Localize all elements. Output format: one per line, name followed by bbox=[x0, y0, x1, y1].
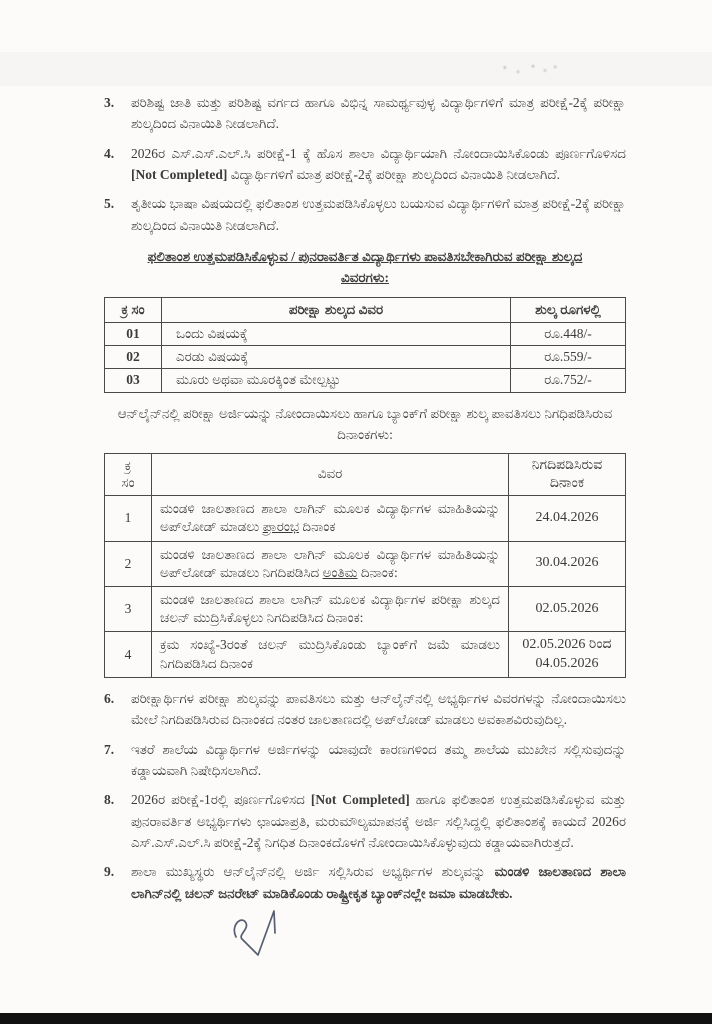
exam-fee-table bbox=[104, 297, 626, 393]
dates-cell-sl: 1 bbox=[105, 496, 152, 541]
scan-edge-black-bar bbox=[0, 1013, 712, 1024]
item-number: 5. bbox=[104, 196, 115, 212]
item-text bbox=[131, 739, 626, 782]
item-number: 8. bbox=[104, 792, 115, 808]
item-text-bold-run: [Not Completed] bbox=[131, 166, 228, 182]
list-item-7 bbox=[104, 739, 626, 782]
dates-detail-run: ದಿನಾಂಕ: bbox=[357, 564, 398, 580]
fee-heading-line2: ವಿವರಗಳು: bbox=[341, 270, 389, 286]
item-text bbox=[131, 861, 626, 904]
item-text-run: ತೃತೀಯ ಭಾಷಾ ವಿಷಯದಲ್ಲಿ ಫಲಿತಾಂಶ ಉತ್ತಮಪಡಿಸಿಕೊಳ್ಳಲು ಬಯಸುವ ವಿದ್ಯಾರ್ಥಿಗಳಿಗೆ ಮಾತ್ರ ಪರೀಕ್ಷೆ-2ಕ್ಕೆ ಪರೀಕ್ಷಾ ಶುಲ್ಕದಿಂದ ವಿನಾಯಿತಿ ನೀಡಲಾಗಿದೆ. bbox=[131, 196, 626, 233]
dates-header-date-line1: ನಿಗದಿಪಡಿಸಿರುವ bbox=[531, 458, 603, 474]
list-item-8 bbox=[104, 789, 626, 853]
item-number: 4. bbox=[104, 145, 115, 161]
dates-detail-run: ಕ್ರಮ ಸಂಖ್ಯೆ-3ರಂತೆ ಚಲನ್ ಮುದ್ರಿಸಿಕೊಂಡು ಬ್ಯಾಂಕ್‌ಗೆ ಜಮೆ ಮಾಡಲು ನಿಗದಿಪಡಿಸಿದ ದಿನಾಂಕ bbox=[160, 637, 500, 671]
list-item-4 bbox=[104, 143, 626, 186]
item-text bbox=[131, 193, 626, 236]
fee-header-detail: ಪರೀಕ್ಷಾ ಶುಲ್ಕದ ವಿವರ bbox=[162, 297, 511, 322]
dates-cell-sl: 4 bbox=[105, 632, 152, 677]
dates-table-row bbox=[105, 541, 626, 586]
pencil-smudge-mark bbox=[500, 62, 560, 76]
list-item-6 bbox=[104, 688, 626, 731]
dates-detail-run: ಮಂಡಳಿ ಜಾಲತಾಣದ ಶಾಲಾ ಲಾಗಿನ್ ಮೂಲಕ ವಿದ್ಯಾರ್ಥಿಗಳ ಪರೀಕ್ಷಾ ಶುಲ್ಕದ ಚಲನ್ ಮುದ್ರಿಸಿಕೊಳ್ಳಲು ನಿಗದಿಪಡಿಸಿದ ದಿನಾಂಕ: bbox=[160, 592, 500, 626]
item-text-run: ಹಾಗೂ ಫಲಿತಾಂಶ ಉತ್ತಮಪಡಿಸಿಕೊಳ್ಳುವ ಮತ್ತು ಪುನರಾವರ್ತಿತ ಅಭ್ಯರ್ಥಿಗಳು ಛಾಯಾಪ್ರತಿ, ಮರುಮೌಲ್ಯಮಾಪನಕ್ಕೆ ಅರ್ಜಿ ಸಲ್ಲಿಸಿದ್ದಲ್ಲಿ ಫಲಿತಾಂಶಕ್ಕೆ ಕಾಯದೆ 2026ರ ಎಸ್.ಎಸ್.ಎಲ್.ಸಿ ಪರೀಕ್ಷೆ-2ಕ್ಕೆ ನಿಗಧಿತ ದಿನಾಂಕದೊಳಗೆ ನೋಂದಾಯಿಸಿಕೊಳ್ಳುವುದು ಕಡ್ಡಾಯವಾಗಿರುತ್ತದೆ. bbox=[131, 792, 627, 850]
fee-header-sl: ಕ್ರ ಸಂ bbox=[105, 297, 162, 322]
list-item-5 bbox=[104, 193, 626, 236]
item-text-bold-run: [Not Completed] bbox=[310, 792, 410, 808]
dates-cell-date: 02.05.2026 ರಿಂದ 04.05.2026 bbox=[509, 632, 626, 677]
dates-cell-detail bbox=[152, 541, 509, 586]
dates-table-row bbox=[105, 587, 626, 632]
fee-cell-amount: ರೂ.559/- bbox=[511, 346, 626, 369]
item-number: 9. bbox=[104, 864, 115, 880]
dates-cell-date: 02.05.2026 bbox=[509, 587, 626, 632]
handwritten-signature-squiggle bbox=[222, 903, 300, 965]
dates-cell-date: 30.04.2026 bbox=[509, 541, 626, 586]
item-text-run: ಶಾಲಾ ಮುಖ್ಯಸ್ಥರು ಆನ್‌ಲೈನ್‌ನಲ್ಲಿ ಅರ್ಜಿ ಸಲ್ಲಿಸಿರುವ ಅಭ್ಯರ್ಥಿಗಳ ಶುಲ್ಕವನ್ನು bbox=[131, 864, 495, 880]
dates-table-heading bbox=[104, 403, 626, 446]
item-number: 7. bbox=[104, 741, 115, 757]
item-text bbox=[131, 789, 626, 853]
fee-cell-amount: ರೂ.448/- bbox=[511, 322, 626, 345]
dates-cell-detail bbox=[152, 496, 509, 541]
document-body bbox=[104, 92, 626, 912]
dates-table-row bbox=[105, 496, 626, 541]
dates-cell-detail bbox=[152, 632, 509, 677]
dates-cell-detail bbox=[152, 587, 509, 632]
dates-header-sl-line2: ಸಂ bbox=[121, 474, 135, 490]
fee-cell-sl: 01 bbox=[105, 322, 162, 345]
dates-table-header-row bbox=[105, 454, 626, 496]
item-number: 3. bbox=[104, 95, 115, 110]
item-text-run: ಪರಿಶಿಷ್ಟ ಜಾತಿ ಮತ್ತು ಪರಿಶಿಷ್ಟ ವರ್ಗದ ಹಾಗೂ ವಿಭಿನ್ನ ಸಾಮರ್ಥ್ಯವುಳ್ಳ ವಿದ್ಯಾರ್ಥಿಗಳಿಗೆ ಮಾತ್ರ ಪರೀಕ್ಷೆ-2ಕ್ಕೆ ಪರೀಕ್ಷಾ ಶುಲ್ಕದಿಂದ ವಿನಾಯಿತಿ ನೀಡಲಾಗಿದೆ. bbox=[131, 95, 626, 132]
fee-cell-detail: ಎರಡು ವಿಷಯಕ್ಕೆ bbox=[162, 346, 511, 369]
fee-cell-detail: ಒಂದು ವಿಷಯಕ್ಕೆ bbox=[162, 322, 511, 345]
item-text-run: ಇತರೆ ಶಾಲೆಯ ವಿದ್ಯಾರ್ಥಿಗಳ ಅರ್ಜಿಗಳನ್ನು ಯಾವುದೇ ಕಾರಣಗಳಿಂದ ತಮ್ಮ ಶಾಲೆಯ ಮುಖೇನ ಸಲ್ಲಿಸುವುದನ್ನು ಕಡ್ಡಾಯವಾಗಿ ನಿಷೇಧಿಸಲಾಗಿದೆ. bbox=[131, 741, 626, 778]
dates-table-row bbox=[105, 632, 626, 677]
item-number: 6. bbox=[104, 690, 115, 706]
item-text-run: 2026ರ ಎಸ್.ಎಸ್.ಎಲ್.ಸಿ ಪರೀಕ್ಷೆ-1 ಕ್ಕೆ ಹೊಸ ಶಾಲಾ ವಿದ್ಯಾರ್ಥಿಯಾಗಿ ನೋಂದಾಯಿಸಿಕೊಂಡು ಪೂರ್ಣಗೊಳಿಸದ bbox=[131, 145, 626, 161]
schedule-dates-table bbox=[104, 453, 626, 678]
item-text-run: ವಿದ್ಯಾರ್ಥಿಗಳಿಗೆ ಮಾತ್ರ ಪರೀಕ್ಷೆ-2ಕ್ಕೆ ಪರೀಕ್ಷಾ ಶುಲ್ಕದಿಂದ ವಿನಾಯಿತಿ ನೀಡಲಾಗಿದೆ. bbox=[227, 166, 561, 182]
dates-cell-sl: 3 bbox=[105, 587, 152, 632]
item-text bbox=[131, 143, 626, 186]
item-text bbox=[131, 688, 626, 731]
dates-intro-line2: ದಿನಾಂಕಗಳು: bbox=[337, 426, 393, 442]
scan-shadow-band bbox=[0, 52, 712, 86]
dates-cell-sl: 2 bbox=[105, 541, 152, 586]
dates-detail-run: ದಿನಾಂಕ bbox=[299, 519, 336, 535]
item-text bbox=[131, 92, 626, 135]
dates-header-detail: ವಿವರ bbox=[152, 454, 509, 496]
fee-table-heading bbox=[104, 246, 626, 289]
dates-header-date bbox=[509, 454, 626, 496]
dates-detail-underlined-run: ಅಂತಿಮ bbox=[322, 564, 358, 580]
dates-cell-date: 24.04.2026 bbox=[509, 496, 626, 541]
fee-heading-line1: ಫಲಿತಾಂಶ ಉತ್ತಮಪಡಿಸಿಕೊಳ್ಳುವ / ಪುನರಾವರ್ತಿತ ವಿದ್ಯಾರ್ಥಿಗಳು ಪಾವತಿಸಬೇಕಾಗಿರುವ ಪರೀಕ್ಷಾ ಶುಲ್ಕದ bbox=[147, 248, 583, 264]
fee-cell-sl: 02 bbox=[105, 346, 162, 369]
dates-header-sl-line1: ಕ್ರ bbox=[124, 457, 132, 473]
dates-detail-underlined-run: ಪ್ರಾರಂಭ bbox=[262, 519, 300, 535]
fee-table-row bbox=[105, 369, 626, 392]
dates-detail-run: ಮಂಡಳಿ ಜಾಲತಾಣದ ಶಾಲಾ ಲಾಗಿನ್ ಮೂಲಕ ವಿದ್ಯಾರ್ಥಿಗಳ ಮಾಹಿತಿಯನ್ನು ಅಪ್‌ಲೋಡ್ ಮಾಡಲು bbox=[160, 501, 500, 535]
dates-header-date-line2: ದಿನಾಂಕ bbox=[549, 475, 585, 491]
fee-header-amount: ಶುಲ್ಕ ರೂಗಳಲ್ಲಿ bbox=[511, 297, 626, 322]
list-item-3 bbox=[104, 92, 626, 135]
item-text-run: 2026ರ ಪರೀಕ್ಷೆ-1ರಲ್ಲಿ ಪೂರ್ಣಗೊಳಿಸದ bbox=[131, 792, 311, 808]
list-item-9 bbox=[104, 861, 626, 904]
item-text-bold-run: ಮಂಡಳಿ ಜಾಲತಾಣದ ಶಾಲಾ ಲಾಗಿನ್‌ನಲ್ಲಿ ಚಲನ್ ಜನರೇಟ್ ಮಾಡಿಕೊಂಡು ರಾಷ್ಟ್ರೀಕೃತ ಬ್ಯಾಂಕ್‌ನಲ್ಲೇ ಜಮಾ ಮಾಡಬೇಕು. bbox=[131, 864, 626, 901]
fee-cell-detail: ಮೂರು ಅಥವಾ ಮೂರಕ್ಕಿಂತ ಮೇಲ್ಪಟ್ಟು bbox=[162, 369, 511, 392]
fee-table-header-row bbox=[105, 297, 626, 322]
fee-table-row bbox=[105, 346, 626, 369]
item-text-run: ಪರೀಕ್ಷಾರ್ಥಿಗಳ ಪರೀಕ್ಷಾ ಶುಲ್ಕವನ್ನು ಪಾವತಿಸಲು ಮತ್ತು ಆನ್‌ಲೈನ್‌ನಲ್ಲಿ ಅಭ್ಯರ್ಥಿಗಳ ವಿವರಗಳನ್ನು ನೋಂದಾಯಿಸಲು ಮೇಲೆ ನಿಗದಿಪಡಿಸಿರುವ ದಿನಾಂಕದ ನಂತರ ಜಾಲತಾಣದಲ್ಲಿ ಅಪ್‌ಲೋಡ್ ಮಾಡಲು ಅವಕಾಶವಿರುವುದಿಲ್ಲ. bbox=[131, 690, 626, 728]
fee-table-row bbox=[105, 322, 626, 345]
fee-cell-amount: ರೂ.752/- bbox=[511, 369, 626, 392]
dates-header-sl bbox=[105, 454, 152, 496]
fee-cell-sl: 03 bbox=[105, 369, 162, 392]
dates-intro-line1: ಆನ್‌ಲೈನ್‌ನಲ್ಲಿ ಪರೀಕ್ಷಾ ಅರ್ಜಿಯನ್ನು ನೋಂದಾಯಿಸಲು ಹಾಗೂ ಬ್ಯಾಂಕ್‌ಗೆ ಪರೀಕ್ಷಾ ಶುಲ್ಕ ಪಾವತಿಸಲು ನಿಗಧಿಪಡಿಸಿರುವ bbox=[117, 405, 613, 421]
dates-detail-run: ಮಂಡಳಿ ಜಾಲತಾಣದ ಶಾಲಾ ಲಾಗಿನ್ ಮೂಲಕ ವಿದ್ಯಾರ್ಥಿಗಳ ಮಾಹಿತಿಯನ್ನು ಅಪ್‌ಲೋಡ್ ಮಾಡಲು ನಿಗದಿಪಡಿಸಿದ bbox=[160, 546, 500, 580]
